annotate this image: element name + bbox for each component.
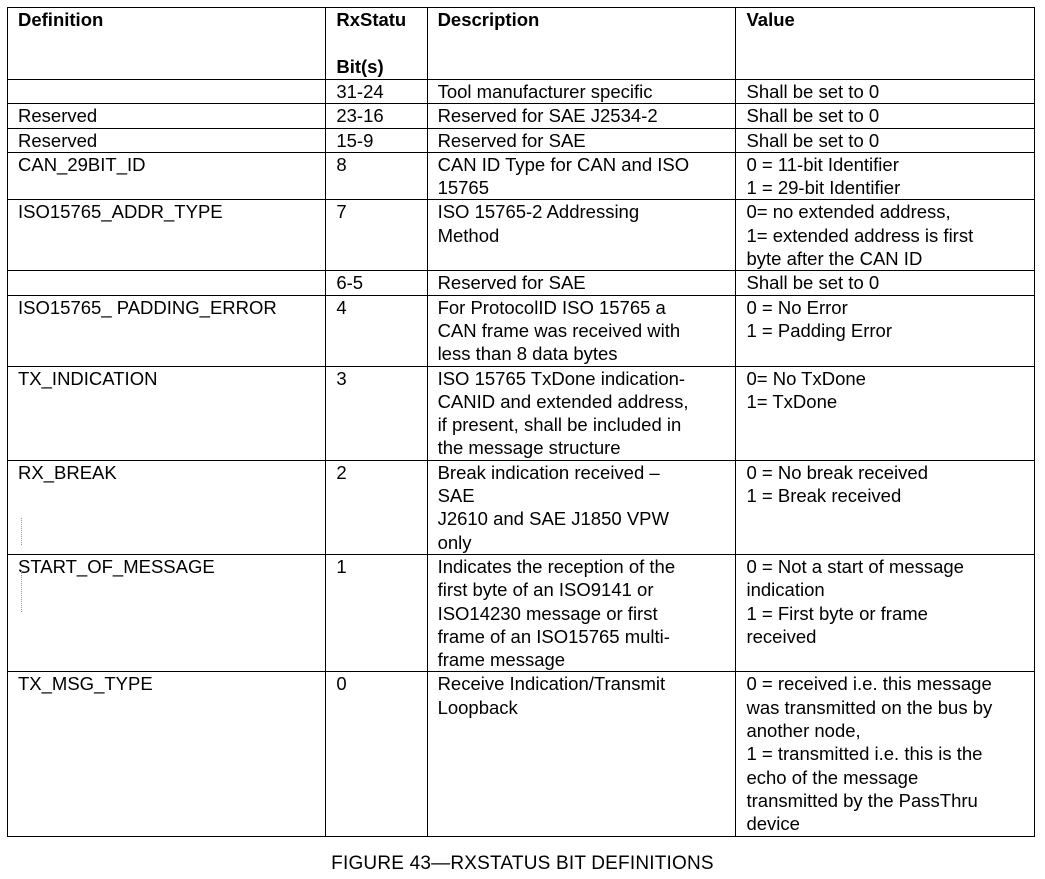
cell-bits: 7 — [326, 200, 427, 271]
cell-description: Indicates the reception of the first byte of an ISO9141 or ISO14230 message or first frame of an ISO15765 multi- frame message — [427, 554, 736, 671]
table-row — [8, 128, 1035, 152]
cell-bits: 31-24 — [326, 80, 427, 104]
cell-description: ISO 15765 TxDone indication- CANID and extended address, if present, shall be included in the message structure — [427, 366, 736, 460]
cell-value: 0= no extended address, 1= extended address is first byte after the CAN ID — [736, 200, 1035, 271]
cell-definition — [8, 271, 326, 295]
cell-value: Shall be set to 0 — [736, 271, 1035, 295]
cell-value: 0 = received i.e. this message was transmitted on the bus by another node, 1 = transmitted i.e. this is the echo of the message transmitted by the PassThru device — [736, 672, 1035, 836]
table-row — [8, 104, 1035, 128]
cell-definition: RX_BREAK — [8, 460, 326, 554]
cell-value: Shall be set to 0 — [736, 80, 1035, 104]
dotted-margin-mark — [21, 570, 22, 612]
cell-bits: 15-9 — [326, 128, 427, 152]
header-bits — [326, 8, 427, 80]
cell-value: 0 = 11-bit Identifier 1 = 29-bit Identifier — [736, 152, 1035, 200]
cell-description: Break indication received – SAE J2610 and SAE J1850 VPW only — [427, 460, 736, 554]
table-body — [8, 80, 1035, 837]
cell-definition: ISO15765_ PADDING_ERROR — [8, 295, 326, 366]
cell-description: Reserved for SAE J2534-2 — [427, 104, 736, 128]
cell-definition: Reserved — [8, 128, 326, 152]
cell-description: For ProtocolID ISO 15765 a CAN frame was received with less than 8 data bytes — [427, 295, 736, 366]
cell-description: Receive Indication/Transmit Loopback — [427, 672, 736, 836]
cell-value: 0 = No break received 1 = Break received — [736, 460, 1035, 554]
cell-bits: 0 — [326, 672, 427, 836]
figure-caption: FIGURE 43—RXSTATUS BIT DEFINITIONS — [331, 853, 714, 874]
dotted-margin-mark — [21, 518, 22, 545]
cell-bits: 8 — [326, 152, 427, 200]
header-bits-line1: RxStatu — [336, 9, 407, 30]
cell-description: CAN ID Type for CAN and ISO 15765 — [427, 152, 736, 200]
table-row — [8, 366, 1035, 460]
cell-value: Shall be set to 0 — [736, 104, 1035, 128]
cell-definition: START_OF_MESSAGE — [8, 554, 326, 671]
cell-definition: TX_INDICATION — [8, 366, 326, 460]
table-row — [8, 295, 1035, 366]
cell-definition: Reserved — [8, 104, 326, 128]
table-row — [8, 80, 1035, 104]
table-row — [8, 200, 1035, 271]
cell-definition: CAN_29BIT_ID — [8, 152, 326, 200]
cell-bits: 6-5 — [326, 271, 427, 295]
table-header-row — [8, 8, 1035, 80]
cell-description: Tool manufacturer specific — [427, 80, 736, 104]
cell-value: 0= No TxDone 1= TxDone — [736, 366, 1035, 460]
header-value: Value — [736, 8, 1035, 80]
cell-value: 0 = Not a start of message indication 1 = First byte or frame received — [736, 554, 1035, 671]
cell-value: Shall be set to 0 — [736, 128, 1035, 152]
header-bits-line2: Bit(s) — [336, 55, 384, 77]
rxstatus-bit-definitions-table — [7, 7, 1035, 837]
cell-description: ISO 15765-2 Addressing Method — [427, 200, 736, 271]
cell-bits: 23-16 — [326, 104, 427, 128]
table-row — [8, 554, 1035, 671]
cell-value: 0 = No Error 1 = Padding Error — [736, 295, 1035, 366]
cell-description: Reserved for SAE — [427, 271, 736, 295]
table-row — [8, 460, 1035, 554]
cell-bits: 1 — [326, 554, 427, 671]
header-definition: Definition — [8, 8, 326, 80]
table-row — [8, 152, 1035, 200]
cell-definition: TX_MSG_TYPE — [8, 672, 326, 836]
cell-definition — [8, 80, 326, 104]
header-description: Description — [427, 8, 736, 80]
table-row — [8, 672, 1035, 836]
cell-description: Reserved for SAE — [427, 128, 736, 152]
cell-bits: 3 — [326, 366, 427, 460]
cell-definition: ISO15765_ADDR_TYPE — [8, 200, 326, 271]
table-row — [8, 271, 1035, 295]
cell-bits: 2 — [326, 460, 427, 554]
cell-bits: 4 — [326, 295, 427, 366]
